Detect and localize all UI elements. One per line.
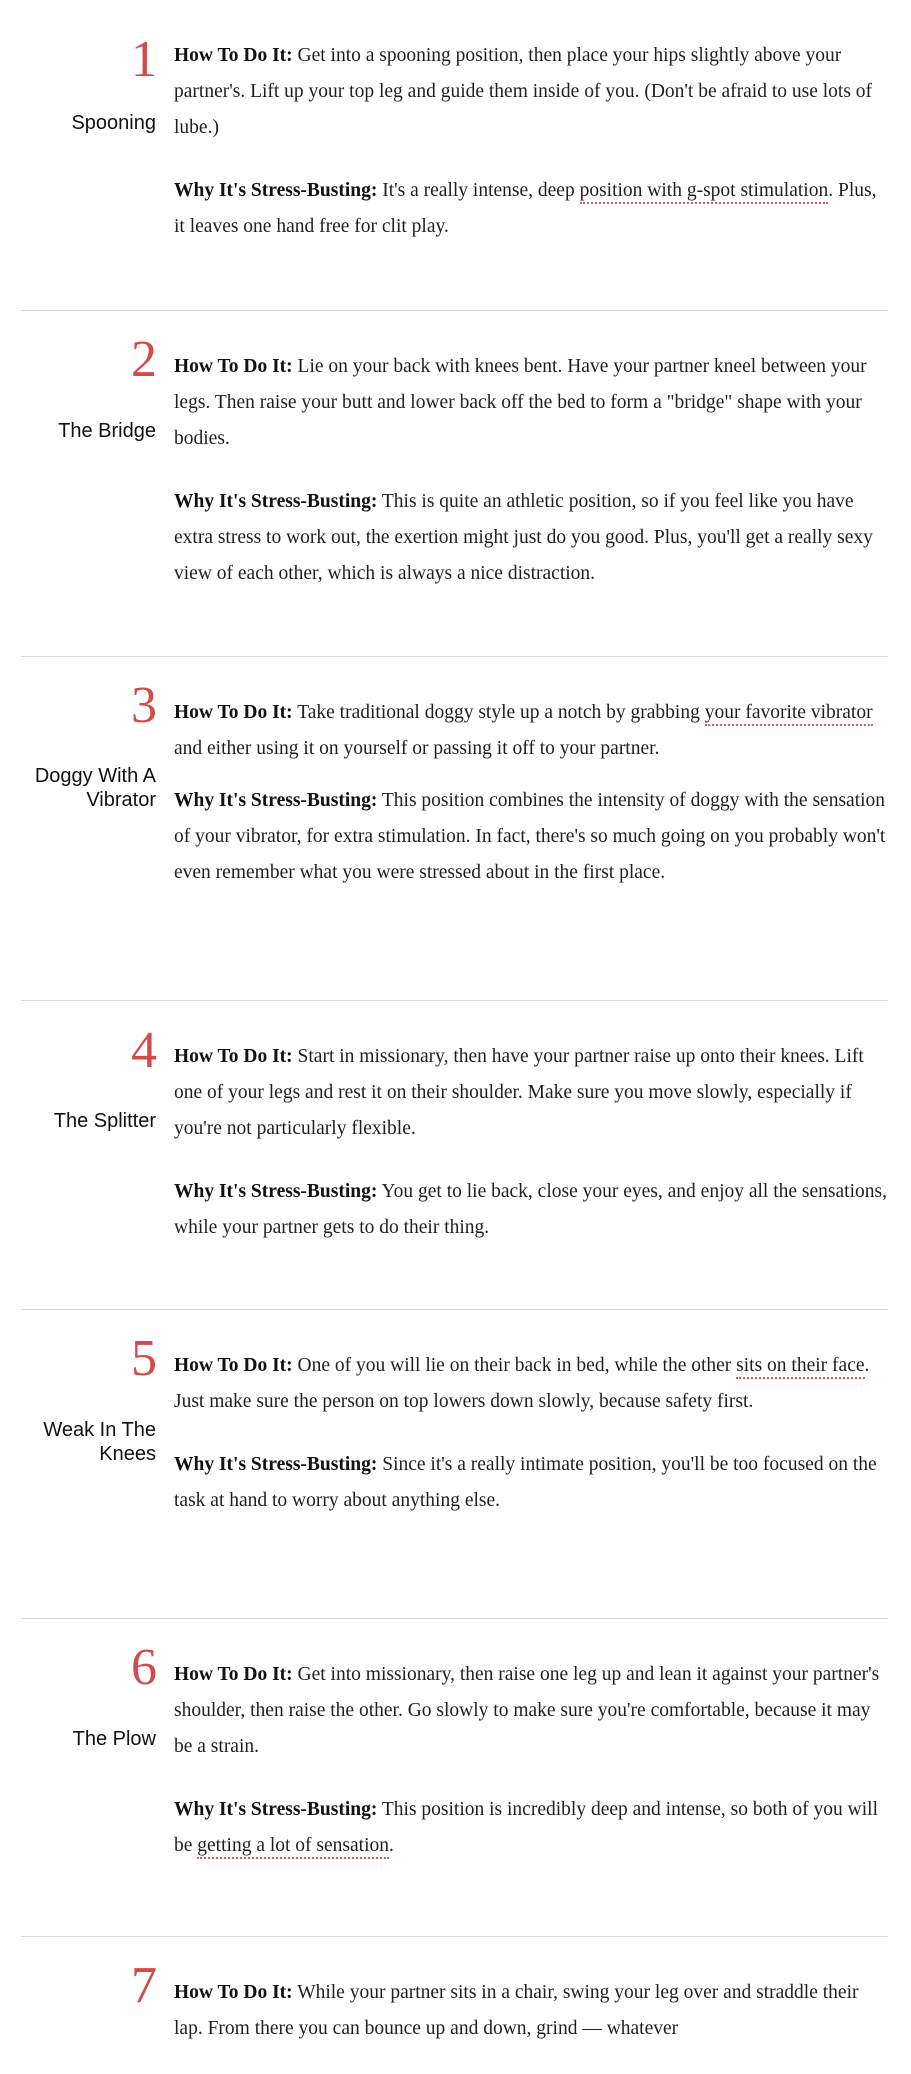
position-number: 6: [131, 1639, 157, 1696]
why-text: This is quite an athletic position, so if you feel like you have extra stress to work out, the exertion might just do you good. Plus, you'll get a really sexy view of each other, which is always a nice distraction.: [174, 491, 873, 584]
why-label: Why It's Stress-Busting:: [174, 1181, 378, 1202]
why-link[interactable]: position with g-spot stimulation: [580, 180, 829, 204]
why-paragraph: [174, 783, 888, 891]
section-divider: [21, 656, 888, 657]
why-paragraph: [174, 484, 888, 592]
position-content: [174, 349, 888, 619]
why-label: Why It's Stress-Busting:: [174, 1799, 378, 1820]
why-text-tail: .: [389, 1835, 394, 1856]
how-label: How To Do It:: [174, 45, 293, 66]
position-content: [174, 1039, 888, 1273]
position-title: The Bridge: [58, 420, 156, 442]
why-text: This position is incredibly deep and intense, so both of you will be: [174, 1799, 878, 1856]
how-text-tail: and either using it on yourself or passing it off to your partner.: [174, 738, 660, 759]
section-divider: [21, 310, 888, 311]
section-divider: [21, 1309, 888, 1310]
how-text: Lie on your back with knees bent. Have your partner kneel between your legs. Then raise your butt and lower back off the bed to form a "bridge" shape with your bodies.: [174, 356, 867, 449]
how-link[interactable]: your favorite vibrator: [705, 702, 873, 726]
section-divider: [21, 1618, 888, 1619]
why-paragraph: [174, 1792, 888, 1864]
position-content: [174, 1975, 888, 2074]
why-text: It's a really intense, deep: [382, 180, 575, 201]
position-content: [174, 1348, 888, 1546]
how-label: How To Do It:: [174, 356, 293, 377]
why-text: You get to lie back, close your eyes, and enjoy all the sensations, while your partner gets to do their thing.: [174, 1181, 887, 1238]
position-number: 3: [131, 677, 157, 734]
why-label: Why It's Stress-Busting:: [174, 180, 378, 201]
section-divider: [21, 1936, 888, 1937]
why-label: Why It's Stress-Busting:: [174, 491, 378, 512]
position-number: 5: [131, 1330, 157, 1387]
how-paragraph: [174, 1039, 888, 1147]
position-number: 1: [131, 31, 157, 88]
why-label: Why It's Stress-Busting:: [174, 1454, 378, 1475]
how-text-tail: . Just make sure the person on top lowers down slowly, because safety first.: [174, 1355, 870, 1412]
why-text-tail: . Plus, it leaves one hand free for clit play.: [174, 180, 877, 237]
how-paragraph: [174, 349, 888, 457]
how-text: While your partner sits in a chair, swing your leg over and straddle their lap. From there you can bounce up and down, grind — whatever: [174, 1982, 859, 2039]
how-link[interactable]: sits on their face: [736, 1355, 864, 1379]
position-title: Weak In The Knees: [43, 1419, 156, 1465]
how-label: How To Do It:: [174, 1664, 293, 1685]
how-text: Get into a spooning position, then place your hips slightly above your partner's. Lift up your top leg and guide them inside of you. (Don't be afraid to use lots of lube.): [174, 45, 873, 138]
position-title: The Splitter: [53, 1110, 156, 1132]
how-text: One of you will lie on their back in bed, while the other: [297, 1355, 732, 1376]
how-paragraph: [174, 1975, 888, 2047]
how-text: Take traditional doggy style up a notch by grabbing: [297, 702, 700, 723]
position-number: 4: [131, 1022, 157, 1079]
position-title: Doggy With A Vibrator: [34, 765, 156, 811]
why-text: This position combines the intensity of doggy with the sensation of your vibrator, for extra stimulation. In fact, there's so much going on you probably won't even remember what you were stressed about in the first place.: [174, 790, 886, 883]
why-text: Since it's a really intimate position, you'll be too focused on the task at hand to worry about anything else.: [174, 1454, 877, 1511]
how-label: How To Do It:: [174, 1046, 293, 1067]
position-content: [174, 695, 888, 918]
position-number: 2: [131, 331, 157, 388]
position-title: Spooning: [71, 112, 156, 134]
why-paragraph: [174, 1447, 888, 1519]
how-text: Start in missionary, then have your partner raise up onto their knees. Lift one of your legs and rest it on their shoulder. Make sure you move slowly, especially if you're not particularly flexible.: [174, 1046, 864, 1139]
how-label: How To Do It:: [174, 1982, 293, 2003]
how-label: How To Do It:: [174, 702, 293, 723]
position-number: 7: [131, 1957, 157, 2014]
how-paragraph: [174, 1348, 888, 1420]
how-label: How To Do It:: [174, 1355, 293, 1376]
why-label: Why It's Stress-Busting:: [174, 790, 378, 811]
position-title: The Plow: [72, 1728, 156, 1750]
how-paragraph: [174, 695, 888, 767]
how-text: Get into missionary, then raise one leg up and lean it against your partner's shoulder, then raise the other. Go slowly to make sure you're comfortable, because it may be a strain.: [174, 1664, 880, 1757]
why-link[interactable]: getting a lot of sensation: [197, 1835, 389, 1859]
why-paragraph: [174, 1174, 888, 1246]
section-divider: [21, 1000, 888, 1001]
position-content: [174, 1657, 888, 1891]
how-paragraph: [174, 1657, 888, 1765]
position-content: [174, 38, 888, 272]
why-paragraph: [174, 173, 888, 245]
how-paragraph: [174, 38, 888, 146]
